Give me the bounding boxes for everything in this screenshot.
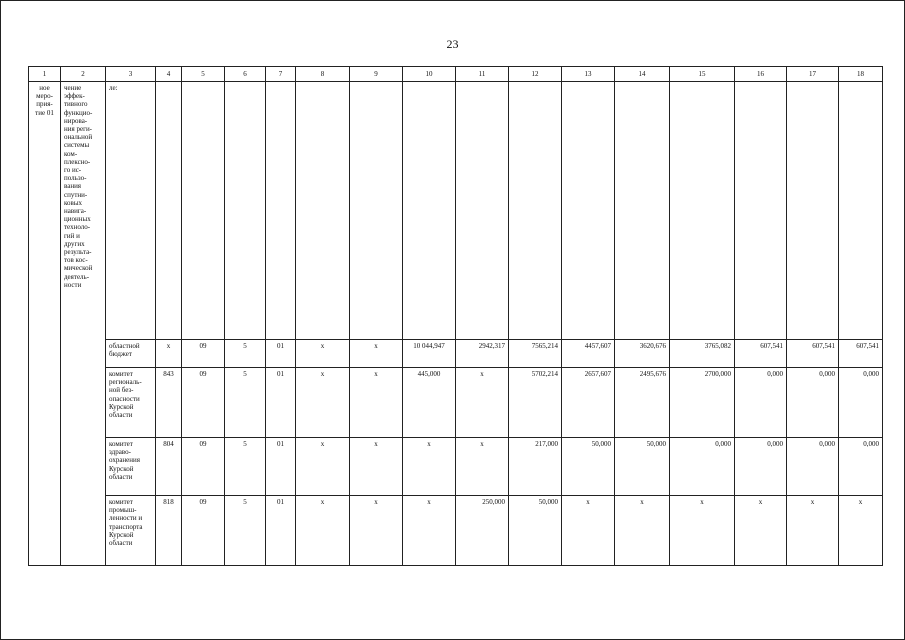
data-cell: 217,000 <box>509 438 562 496</box>
event-name-cell: чение эффек- тивного функцио- нирова- ния реги- ональной системы ком- плексно- го ис- пользо- вания спутни- ковых навига- ционных техноло- гий и других результа- тов кос- мической деятель- ности <box>61 82 106 566</box>
col-header: 4 <box>156 67 182 82</box>
data-cell: 250,000 <box>456 496 509 566</box>
data-cell: x <box>350 438 403 496</box>
data-cell: 5 <box>225 368 266 438</box>
data-cell: 3765,082 <box>670 340 735 368</box>
data-cell: x <box>456 368 509 438</box>
col-header: 12 <box>509 67 562 82</box>
table-row <box>29 368 883 438</box>
data-cell: 2700,000 <box>670 368 735 438</box>
executor-cell: комитет региональ- ной без- опасности Курской области <box>106 368 156 438</box>
col-header: 5 <box>182 67 225 82</box>
col-header: 15 <box>670 67 735 82</box>
data-cell: x <box>615 496 670 566</box>
data-cell: x <box>350 496 403 566</box>
data-cell: 5 <box>225 496 266 566</box>
data-cell: 10 044,947 <box>403 340 456 368</box>
data-cell: 0,000 <box>670 438 735 496</box>
data-cell: 607,541 <box>787 340 839 368</box>
col-header: 6 <box>225 67 266 82</box>
data-cell: 01 <box>266 368 296 438</box>
col-header: 8 <box>296 67 350 82</box>
data-cell: 0,000 <box>839 368 883 438</box>
data-cell: 2495,676 <box>615 368 670 438</box>
data-cell: 01 <box>266 496 296 566</box>
col-header: 11 <box>456 67 509 82</box>
col-header: 9 <box>350 67 403 82</box>
executor-cell: ле: <box>106 82 156 340</box>
budget-table <box>28 66 883 566</box>
data-cell: x <box>296 438 350 496</box>
data-cell: x <box>839 496 883 566</box>
data-cell: 818 <box>156 496 182 566</box>
data-cell: 09 <box>182 438 225 496</box>
table-row <box>29 340 883 368</box>
event-type-cell: ное меро- прия- тие 01 <box>29 82 61 566</box>
data-cell: x <box>403 496 456 566</box>
data-cell: x <box>562 496 615 566</box>
data-cell: x <box>403 438 456 496</box>
data-cell: 7565,214 <box>509 340 562 368</box>
data-cell: 843 <box>156 368 182 438</box>
col-header: 10 <box>403 67 456 82</box>
data-cell: 804 <box>156 438 182 496</box>
data-cell: 2657,607 <box>562 368 615 438</box>
col-header: 2 <box>61 67 106 82</box>
col-header: 18 <box>839 67 883 82</box>
data-cell: x <box>350 340 403 368</box>
data-cell: x <box>350 368 403 438</box>
data-cell: 5 <box>225 340 266 368</box>
data-cell: x <box>156 340 182 368</box>
col-header: 14 <box>615 67 670 82</box>
data-cell: 2942,317 <box>456 340 509 368</box>
data-cell: x <box>296 340 350 368</box>
col-header: 13 <box>562 67 615 82</box>
data-cell: 50,000 <box>562 438 615 496</box>
data-cell: x <box>296 496 350 566</box>
col-header: 1 <box>29 67 61 82</box>
page-number: 23 <box>446 37 459 51</box>
data-cell: 445,000 <box>403 368 456 438</box>
data-cell: x <box>456 438 509 496</box>
table-row <box>29 438 883 496</box>
data-cell: 0,000 <box>735 438 787 496</box>
executor-cell: комитет здраво- охранения Курской области <box>106 438 156 496</box>
data-cell: 0,000 <box>787 438 839 496</box>
col-header: 3 <box>106 67 156 82</box>
data-cell: 01 <box>266 438 296 496</box>
data-cell: 607,541 <box>839 340 883 368</box>
executor-cell: комитет промыш- ленности и транспорта Курской области <box>106 496 156 566</box>
data-cell: 50,000 <box>615 438 670 496</box>
table-row <box>29 82 883 340</box>
executor-cell: областной бюджет <box>106 340 156 368</box>
data-cell: 50,000 <box>509 496 562 566</box>
data-cell: 3620,676 <box>615 340 670 368</box>
table-row <box>29 496 883 566</box>
data-cell: x <box>787 496 839 566</box>
data-cell: x <box>296 368 350 438</box>
data-cell: 4457,607 <box>562 340 615 368</box>
data-cell: 0,000 <box>787 368 839 438</box>
data-cell: 607,541 <box>735 340 787 368</box>
col-header: 17 <box>787 67 839 82</box>
data-cell: 01 <box>266 340 296 368</box>
data-cell: 09 <box>182 368 225 438</box>
col-header: 7 <box>266 67 296 82</box>
data-cell: x <box>735 496 787 566</box>
data-cell: x <box>670 496 735 566</box>
column-number-row <box>29 67 883 82</box>
data-cell: 5702,214 <box>509 368 562 438</box>
col-header: 16 <box>735 67 787 82</box>
data-cell: 0,000 <box>735 368 787 438</box>
data-cell: 09 <box>182 496 225 566</box>
data-cell: 5 <box>225 438 266 496</box>
data-cell: 0,000 <box>839 438 883 496</box>
data-cell: 09 <box>182 340 225 368</box>
